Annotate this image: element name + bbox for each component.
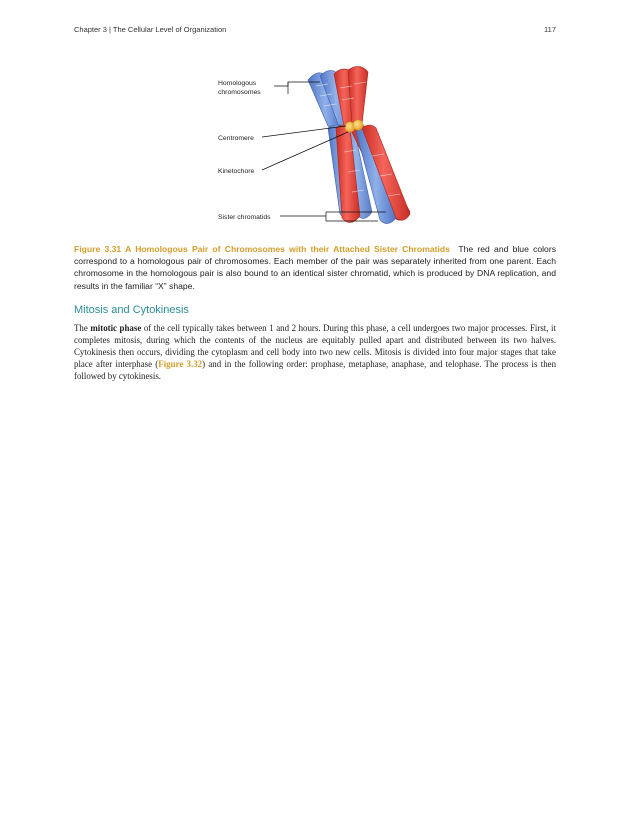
figure-caption: [74, 243, 556, 292]
running-header: [74, 25, 556, 37]
paragraph-lead: The: [74, 323, 91, 333]
figure-caption-text: The red and blue colors correspond to a homologous pair of chromosomes. Each member of the pair was separately inherited from one parent. Each chromosome in the homologous pair is also bound to an identical sister chromatid, which is produced by DNA replication, and results in the familiar “X” shape.: [74, 244, 556, 291]
chromosome-figure: [216, 62, 416, 238]
label-homologous-line2: chromosomes: [218, 89, 261, 96]
key-term: mitotic phase: [90, 323, 142, 333]
paragraph-text-before-ref: of the cell typically takes between 1 and 2 hours. During this phase, a cell undergoes two major processes. First, it completes mitosis, during which the contents of the nucleus are equitably pulled apart and distributed between its two halves. Cytokinesis then occurs, dividing the cytoplasm and cell body into two new cells. Mitosis is divided into four major stages that take place after interphase (: [74, 323, 556, 370]
body-paragraph: [74, 322, 556, 382]
label-sister-chromatids: Sister chromatids: [218, 214, 271, 221]
page-number: 117: [544, 25, 556, 34]
section-heading: Mitosis and Cytokinesis: [74, 304, 189, 316]
label-kinetochore: Kinetochore: [218, 168, 255, 175]
paragraph-text-after-ref: ) and in the following order: prophase, metaphase, anaphase, and telophase. The process is then followed by cytokinesis.: [74, 359, 557, 382]
red-chromosome: [334, 66, 410, 223]
chromosome-illustration: [216, 62, 416, 238]
chapter-title: Chapter 3 | The Cellular Level of Organization: [74, 25, 227, 34]
figure-reference-link[interactable]: Figure 3.32: [158, 359, 203, 370]
figure-caption-title: Figure 3.31 A Homologous Pair of Chromosomes with their Attached Sister Chromatids: [74, 244, 450, 254]
centromere-right: [353, 120, 363, 130]
label-centromere: Centromere: [218, 135, 254, 142]
label-homologous-line1: Homologous: [218, 80, 257, 87]
